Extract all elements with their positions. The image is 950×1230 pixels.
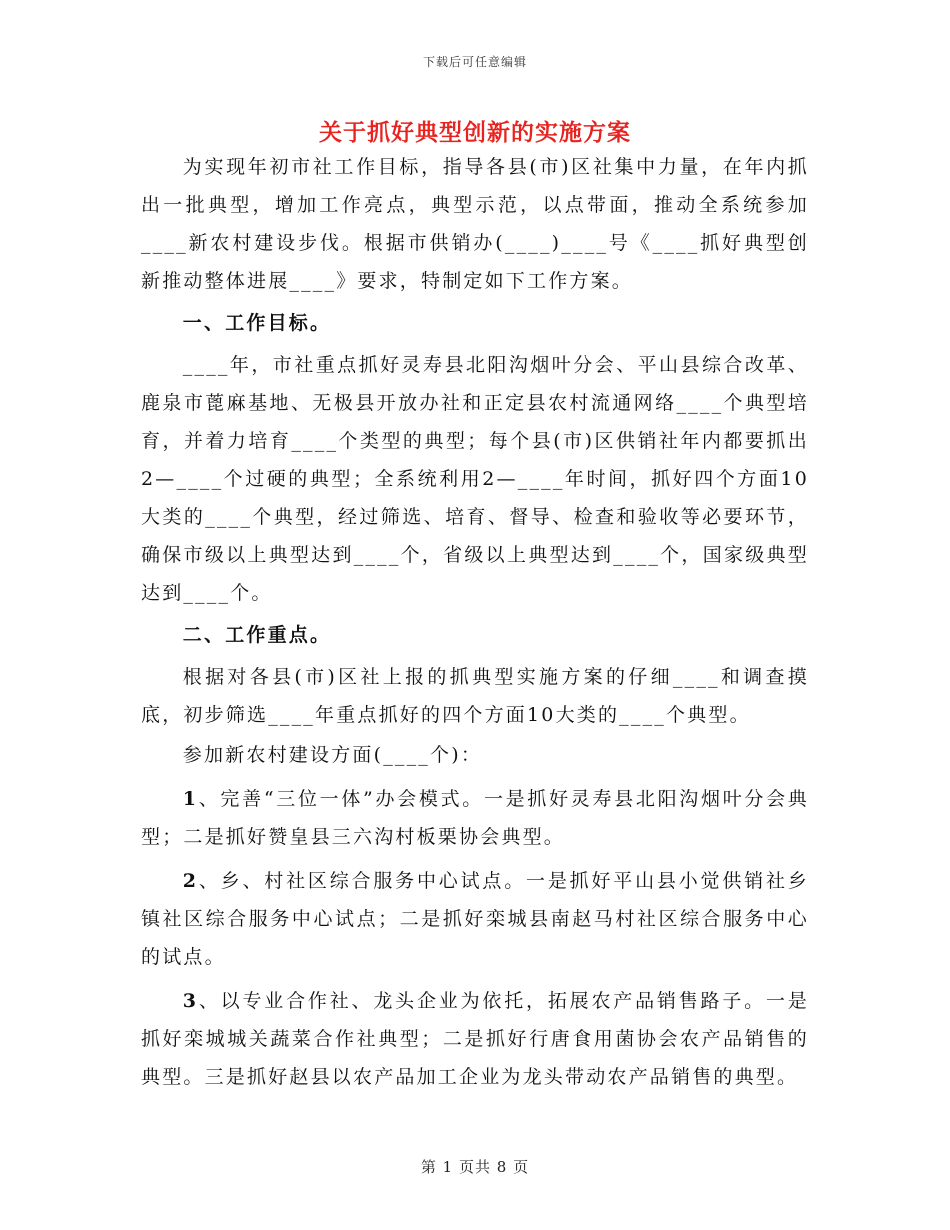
- section-heading-focus: 二、工作重点。: [182, 624, 332, 646]
- list-item-text: 、以专业合作社、龙头企业为依托，拓展农产品销售路子。一是抓好栾城城关蔬菜合作社典型；二是抓好行唐食用菌协会农产品销售的典型。三是抓好赵县以农产品加工企业为龙头带动农产品销售的典型。: [141, 990, 809, 1088]
- goals-paragraph: ____年，市社重点抓好灵寿县北阳沟烟叶分会、平山县综合改革、鹿泉市蓖麻基地、无极县开放办社和正定县农村流通网络____个典型培育，并着力培育____个类型的典型；每个县(市)区供销社年内都要抓出2—____个过硬的典型；全系统利用2—____年时间，抓好四个方面10大类的____个典型，经过筛选、培育、督导、检查和验收等必要环节，确保市级以上典型达到____个，省级以上典型达到____个，国家级典型达到____个。: [141, 354, 809, 604]
- focus-paragraph: 根据对各县(市)区社上报的抓典型实施方案的仔细____和调查摸底，初步筛选____年重点抓好的四个方面10大类的____个典型。: [141, 666, 809, 726]
- list-item: [141, 982, 809, 1096]
- list-item: [141, 780, 809, 856]
- list-item-number: 2: [182, 870, 199, 892]
- page-header: 下载后可任意编辑: [422, 55, 527, 69]
- intro-paragraph: 为实现年初市社工作目标，指导各县(市)区社集中力量，在年内抓出一批典型，增加工作亮点，典型示范，以点带面，推动全系统参加____新农村建设步伐。根据市供销办(____)____号《____抓好典型创新推动整体进展____》要求，特制定如下工作方案。: [141, 156, 809, 292]
- document-body: [141, 148, 809, 1102]
- list-item-number: 1: [182, 788, 199, 810]
- list-item: [141, 862, 809, 976]
- document-title: 关于抓好典型创新的实施方案: [319, 119, 631, 146]
- subsection-label: 参加新农村建设方面(____个)：: [182, 744, 483, 766]
- list-item-text: 、完善“三位一体”办会模式。一是抓好灵寿县北阳沟烟叶分会典型；二是抓好赞皇县三六沟村板栗协会典型。: [141, 788, 809, 848]
- section-heading-goals: 一、工作目标。: [182, 312, 332, 334]
- page-number-footer: 第 1 页共 8 页: [420, 1158, 530, 1176]
- list-item-number: 3: [182, 990, 199, 1012]
- list-item-text: 、乡、村社区综合服务中心试点。一是抓好平山县小觉供销社乡镇社区综合服务中心试点；二是抓好栾城县南赵马村社区综合服务中心的试点。: [141, 870, 809, 968]
